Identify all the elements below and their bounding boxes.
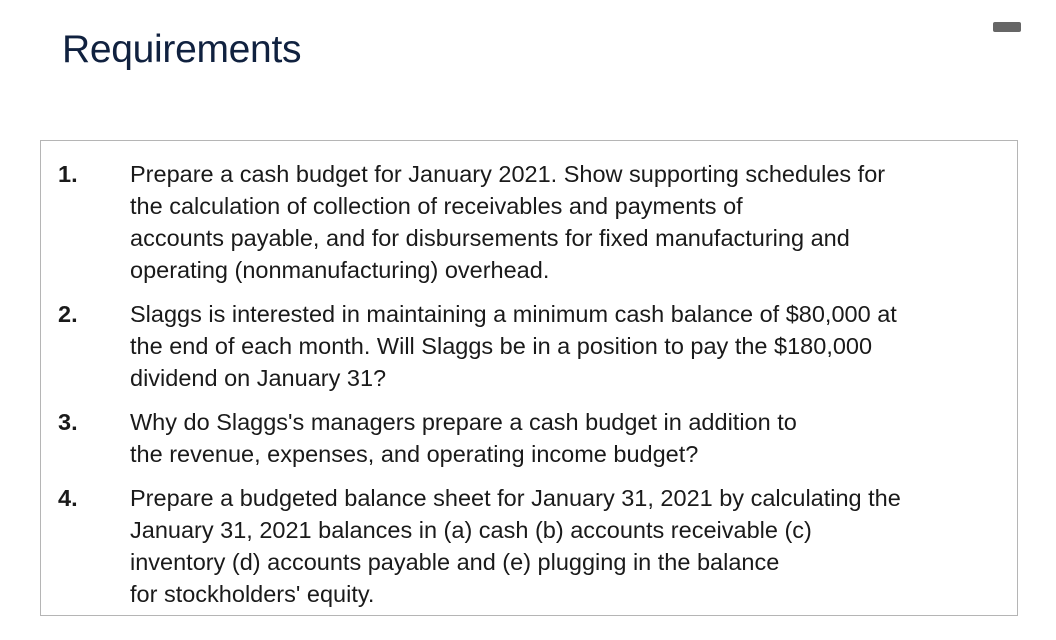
requirement-text-line: the revenue, expenses, and operating income budget?: [130, 441, 699, 467]
requirement-text-line: dividend on January 31?: [130, 365, 387, 391]
requirement-item-2: [41, 298, 1017, 394]
requirement-number: 2.: [58, 301, 78, 327]
requirements-list: [41, 158, 1017, 622]
requirement-item-1: [41, 158, 1017, 286]
requirement-text-line: the calculation of collection of receivables and payments of: [130, 193, 743, 219]
requirement-text-line: operating (nonmanufacturing) overhead.: [130, 257, 550, 283]
requirement-text-line: inventory (d) accounts payable and (e) plugging in the balance: [130, 549, 780, 575]
requirement-number: 1.: [58, 161, 78, 187]
requirements-box: [40, 140, 1018, 616]
requirement-item-3: [41, 406, 1017, 470]
minimize-button[interactable]: [993, 22, 1021, 32]
requirement-number: 4.: [58, 485, 78, 511]
requirement-text-line: Prepare a budgeted balance sheet for January 31, 2021 by calculating the: [130, 485, 901, 511]
requirement-text-line: Why do Slaggs's managers prepare a cash budget in addition to: [130, 409, 797, 435]
page-title: Requirements: [62, 28, 302, 71]
requirement-text-line: Slaggs is interested in maintaining a minimum cash balance of $80,000 at: [130, 301, 897, 327]
requirement-text-line: Prepare a cash budget for January 2021. Show supporting schedules for: [130, 161, 886, 187]
requirement-number: 3.: [58, 409, 78, 435]
requirement-text-line: accounts payable, and for disbursements for fixed manufacturing and: [130, 225, 850, 251]
requirement-text-line: the end of each month. Will Slaggs be in a position to pay the $180,000: [130, 333, 873, 359]
requirement-text-line: January 31, 2021 balances in (a) cash (b) accounts receivable (c): [130, 517, 812, 543]
requirement-item-4: [41, 482, 1017, 610]
requirement-text-line: for stockholders' equity.: [130, 581, 375, 607]
